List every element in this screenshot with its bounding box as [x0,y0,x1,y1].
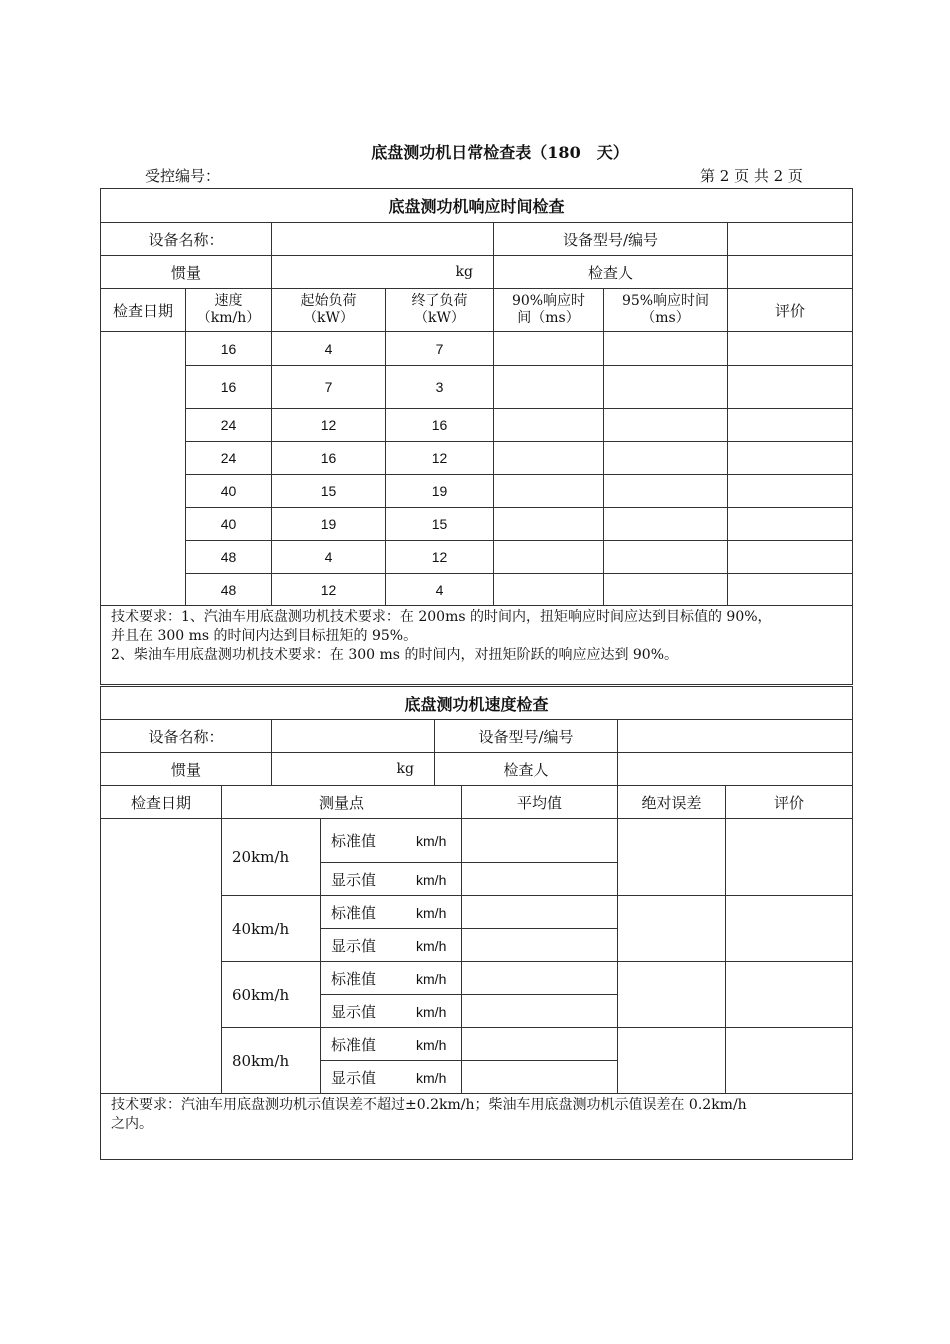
response95-cell[interactable] [604,475,728,508]
evaluation-cell[interactable] [728,541,853,574]
average-cell[interactable] [462,863,618,896]
table-row [101,442,853,475]
device-name-label: 设备名称： [101,720,272,753]
table-row [101,508,853,541]
point-label: 60km/h [222,962,321,1028]
response95-cell[interactable] [604,332,728,366]
response90-cell[interactable] [494,442,604,475]
table-row [101,366,853,409]
end-load-cell: 19 [386,475,494,508]
table-row [101,574,853,606]
inspector-label: 检查人 [435,753,618,786]
end-load-cell: 3 [386,366,494,409]
header-95-response: 95%响应时间 （ms） [604,289,728,332]
average-cell[interactable] [462,995,618,1028]
abs-error-cell[interactable] [618,896,726,962]
table-row [101,409,853,442]
evaluation-cell[interactable] [728,409,853,442]
evaluation-cell[interactable] [726,1028,853,1094]
page-info: 第 2 页 共 2 页 [700,167,803,185]
response95-cell[interactable] [604,508,728,541]
evaluation-cell[interactable] [728,475,853,508]
device-name-label: 设备名称： [101,223,272,256]
start-load-cell: 16 [272,442,386,475]
evaluation-cell[interactable] [726,896,853,962]
speed-cell: 40 [186,508,272,541]
device-name-field[interactable] [272,720,435,753]
evaluation-cell[interactable] [726,819,853,896]
header-evaluation: 评价 [726,786,853,819]
speed-cell: 24 [186,442,272,475]
point-label: 40km/h [222,896,321,962]
start-load-cell: 12 [272,574,386,606]
header-speed: 速度 （km/h） [186,289,272,332]
response95-cell[interactable] [604,442,728,475]
header-date: 检查日期 [101,786,222,819]
response90-cell[interactable] [494,366,604,409]
speed-check-table [100,686,853,1160]
start-load-cell: 7 [272,366,386,409]
response90-cell[interactable] [494,508,604,541]
document-title: 底盘测功机日常检查表（180 天） [371,143,629,162]
header-start-load: 起始负荷 （kW） [272,289,386,332]
date-cell[interactable] [101,819,222,1094]
inspector-field[interactable] [728,256,853,289]
evaluation-cell[interactable] [728,442,853,475]
abs-error-cell[interactable] [618,962,726,1028]
average-cell[interactable] [462,962,618,995]
inspector-field[interactable] [618,753,853,786]
end-load-cell: 12 [386,442,494,475]
standard-value-cell: 标准值 km/h [321,1028,462,1061]
table-row [101,332,853,366]
standard-value-cell: 标准值 km/h [321,896,462,929]
header-date: 检查日期 [101,289,186,332]
response-time-table [100,188,853,685]
header-90-response: 90%响应时 间（ms） [494,289,604,332]
device-model-label: 设备型号/编号 [435,720,618,753]
start-load-cell: 19 [272,508,386,541]
evaluation-cell[interactable] [728,508,853,541]
speed-section-title: 底盘测功机速度检查 [101,687,853,720]
evaluation-cell[interactable] [728,574,853,606]
response95-cell[interactable] [604,366,728,409]
average-cell[interactable] [462,1028,618,1061]
kg-unit: kg [396,761,414,777]
header-average: 平均值 [462,786,618,819]
evaluation-cell[interactable] [726,962,853,1028]
response90-cell[interactable] [494,574,604,606]
response95-cell[interactable] [604,574,728,606]
display-value-cell: 显示值 km/h [321,995,462,1028]
speed-cell: 40 [186,475,272,508]
response90-cell[interactable] [494,409,604,442]
device-name-field[interactable] [272,223,494,256]
device-model-label: 设备型号/编号 [494,223,728,256]
evaluation-cell[interactable] [728,366,853,409]
device-model-field[interactable] [728,223,853,256]
response90-cell[interactable] [494,332,604,366]
start-load-cell: 15 [272,475,386,508]
inertia-field[interactable] [272,256,494,289]
table-row [101,475,853,508]
inertia-field[interactable] [272,753,435,786]
average-cell[interactable] [462,896,618,929]
point-label: 20km/h [222,819,321,896]
header-end-load: 终了负荷 （kW） [386,289,494,332]
speed-requirements: 技术要求：汽油车用底盘测功机示值误差不超过±0.2km/h；柴油车用底盘测功机示值误差在 0.2km/h 之内。 [101,1094,853,1160]
start-load-cell: 4 [272,541,386,574]
response95-cell[interactable] [604,541,728,574]
average-cell[interactable] [462,1061,618,1094]
header-evaluation: 评价 [728,289,853,332]
header-abs-error: 绝对误差 [618,786,726,819]
display-value-cell: 显示值 km/h [321,1061,462,1094]
end-load-cell: 15 [386,508,494,541]
table-row [101,541,853,574]
response-requirements: 技术要求：1、汽油车用底盘测功机技术要求：在 200ms 的时间内，扭矩响应时间应达到目标值的 90%， 并且在 300 ms 的时间内达到目标扭矩的 95%。 2、柴油车用底盘测功机技术要求：在 300 ms 的时间内，对扭矩阶跃的响应应达到 90%。 [101,606,853,685]
end-load-cell: 16 [386,409,494,442]
standard-value-cell: 标准值 km/h [321,819,462,863]
display-value-cell: 显示值 km/h [321,929,462,962]
speed-cell: 16 [186,366,272,409]
speed-cell: 48 [186,574,272,606]
control-number-label: 受控编号： [145,167,221,185]
end-load-cell: 7 [386,332,494,366]
average-cell[interactable] [462,819,618,863]
evaluation-cell[interactable] [728,332,853,366]
header-measure-point: 测量点 [222,786,462,819]
end-load-cell: 12 [386,541,494,574]
end-load-cell: 4 [386,574,494,606]
kg-unit: kg [455,264,473,280]
inertia-label: 惯量 [101,753,272,786]
speed-cell: 24 [186,409,272,442]
date-cell[interactable] [101,332,186,606]
abs-error-cell[interactable] [618,819,726,896]
average-cell[interactable] [462,929,618,962]
standard-value-cell: 标准值 km/h [321,962,462,995]
point-label: 80km/h [222,1028,321,1094]
response90-cell[interactable] [494,475,604,508]
response90-cell[interactable] [494,541,604,574]
speed-cell: 48 [186,541,272,574]
speed-cell: 16 [186,332,272,366]
display-value-cell: 显示值 km/h [321,863,462,896]
start-load-cell: 12 [272,409,386,442]
device-model-field[interactable] [618,720,853,753]
response95-cell[interactable] [604,409,728,442]
inertia-label: 惯量 [101,256,272,289]
table-row [101,819,853,863]
abs-error-cell[interactable] [618,1028,726,1094]
inspector-label: 检查人 [494,256,728,289]
response-section-title: 底盘测功机响应时间检查 [101,189,853,223]
start-load-cell: 4 [272,332,386,366]
